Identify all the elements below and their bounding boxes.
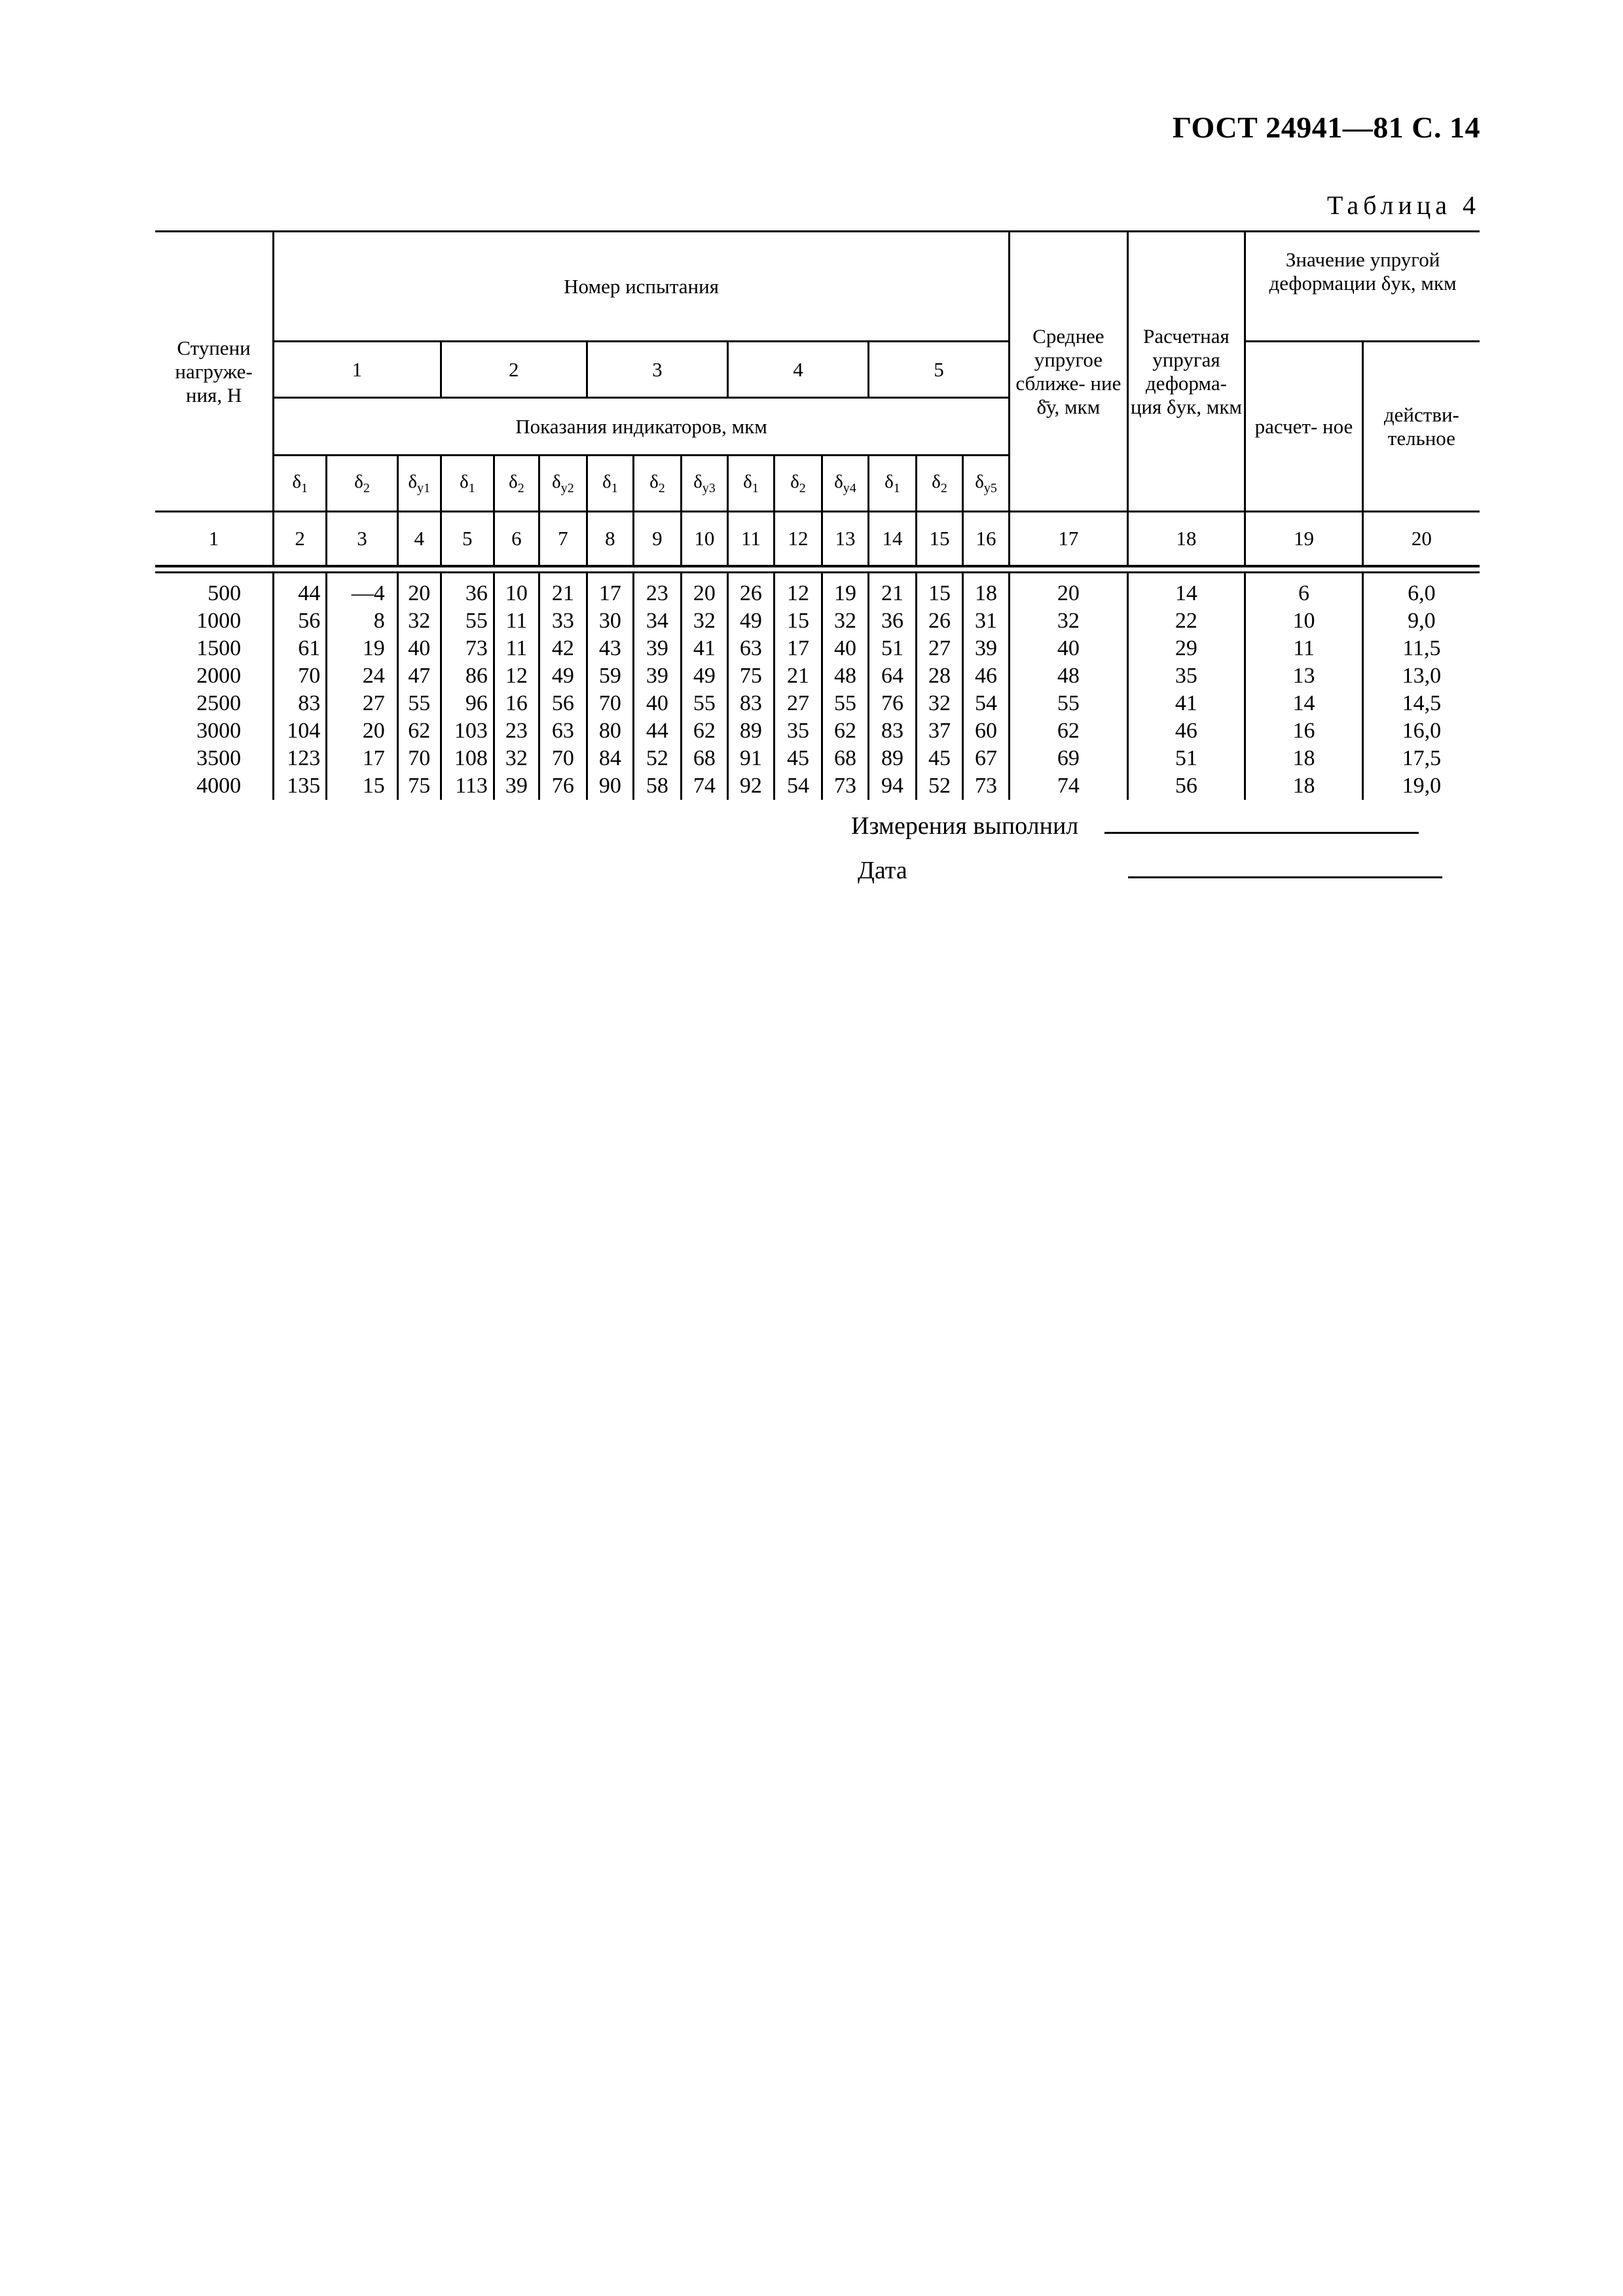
table-cell: 29 [1127, 635, 1245, 662]
column-number: 2 [274, 512, 327, 567]
indicator-symbol: $\delta_2$ [327, 456, 398, 512]
table-row [155, 690, 1480, 717]
indicator-symbol: $\delta_{у5}$ [962, 456, 1009, 512]
table-cell: 58 [633, 772, 681, 800]
column-number-row [155, 512, 1480, 567]
table-cell: 34 [633, 607, 681, 635]
table-cell: 15 [774, 607, 822, 635]
column-number: 3 [327, 512, 398, 567]
table-cell: 94 [868, 772, 916, 800]
table-cell: 22 [1127, 607, 1245, 635]
table-cell: 14,5 [1362, 690, 1480, 717]
column-number: 18 [1127, 512, 1245, 567]
table-cell: 56 [539, 690, 587, 717]
table-cell: 33 [539, 607, 587, 635]
column-number: 19 [1245, 512, 1363, 567]
table-cell: 84 [587, 745, 633, 772]
table-cell: 42 [539, 635, 587, 662]
table-cell: 32 [681, 607, 727, 635]
indicator-symbol: $\delta_2$ [774, 456, 822, 512]
table-row [155, 745, 1480, 772]
table-cell: 17 [774, 635, 822, 662]
table-cell: 32 [494, 745, 539, 772]
header-test-number: Номер испытания [274, 232, 1010, 342]
table-cell: 54 [962, 690, 1009, 717]
column-number: 1 [155, 512, 274, 567]
spacer-row [155, 573, 1480, 581]
table-cell: 6,0 [1362, 580, 1480, 607]
column-number: 4 [397, 512, 441, 567]
header-calc-deformation: Расчетная упругая деформа- ция δук, мкм [1127, 232, 1245, 512]
table-cell: 56 [1127, 772, 1245, 800]
test-1-label: 1 [274, 342, 441, 398]
table-cell: 20 [397, 580, 441, 607]
table-cell: 47 [397, 662, 441, 690]
table-cell: 40 [1010, 635, 1128, 662]
table-cell: 54 [774, 772, 822, 800]
table-cell: 15 [327, 772, 398, 800]
table-cell: 63 [539, 717, 587, 745]
date-label: Дата [858, 857, 907, 884]
performed-by-label: Измерения выполнил [851, 812, 1079, 840]
table-cell: 49 [539, 662, 587, 690]
table-cell: 32 [397, 607, 441, 635]
table-cell: 12 [774, 580, 822, 607]
column-number: 8 [587, 512, 633, 567]
column-number: 17 [1010, 512, 1128, 567]
table-cell: 8 [327, 607, 398, 635]
indicator-symbol: $\delta_1$ [274, 456, 327, 512]
table-cell: 37 [916, 717, 962, 745]
column-number: 12 [774, 512, 822, 567]
table-cell: 35 [1127, 662, 1245, 690]
table-cell: 23 [494, 717, 539, 745]
table-cell: 11 [494, 635, 539, 662]
table-cell: 89 [868, 745, 916, 772]
table-cell: 123 [274, 745, 327, 772]
table-cell: 70 [587, 690, 633, 717]
table-cell: 55 [822, 690, 868, 717]
table-cell: 13,0 [1362, 662, 1480, 690]
table-cell: 40 [633, 690, 681, 717]
column-number: 5 [441, 512, 494, 567]
column-number: 6 [494, 512, 539, 567]
table-cell: 55 [441, 607, 494, 635]
table-cell: 60 [962, 717, 1009, 745]
table-cell: 6 [1245, 580, 1363, 607]
table-cell: 32 [1010, 607, 1128, 635]
table-cell: 51 [868, 635, 916, 662]
column-number: 10 [681, 512, 727, 567]
table-cell: 51 [1127, 745, 1245, 772]
table-row [155, 717, 1480, 745]
table-cell: 62 [397, 717, 441, 745]
table-cell: 10 [494, 580, 539, 607]
table-body [155, 573, 1480, 800]
table-cell: 89 [727, 717, 774, 745]
table-cell: 14 [1245, 690, 1363, 717]
table-cell: 90 [587, 772, 633, 800]
table-cell: 27 [774, 690, 822, 717]
table-cell: 62 [681, 717, 727, 745]
indicator-symbol: $\delta_{у2}$ [539, 456, 587, 512]
table-row [155, 772, 1480, 800]
table-cell: 49 [727, 607, 774, 635]
table-cell: 74 [1010, 772, 1128, 800]
test-4-label: 4 [727, 342, 868, 398]
table-cell: 75 [727, 662, 774, 690]
table-cell: —4 [327, 580, 398, 607]
table-cell: 19 [822, 580, 868, 607]
table-cell: 45 [774, 745, 822, 772]
table-cell: 73 [441, 635, 494, 662]
table-cell: 41 [681, 635, 727, 662]
table-cell: 39 [633, 635, 681, 662]
table-cell: 14 [1127, 580, 1245, 607]
indicator-symbol: $\delta_{у3}$ [681, 456, 727, 512]
table-cell: 500 [208, 581, 242, 605]
table-cell: 91 [727, 745, 774, 772]
table-cell: 39 [962, 635, 1009, 662]
table-cell: 135 [274, 772, 327, 800]
table-cell: 3500 [196, 746, 242, 770]
header-mean: Среднее упругое сближе- ние δ̄у, мкм [1010, 232, 1128, 512]
indicator-symbol: $\delta_2$ [916, 456, 962, 512]
table-cell: 68 [681, 745, 727, 772]
table-cell: 17,5 [1362, 745, 1480, 772]
table-cell: 52 [633, 745, 681, 772]
indicator-symbol: $\delta_1$ [727, 456, 774, 512]
table-cell: 76 [539, 772, 587, 800]
table-cell: 45 [916, 745, 962, 772]
table-cell: 70 [539, 745, 587, 772]
table-cell: 31 [962, 607, 1009, 635]
table-cell: 62 [822, 717, 868, 745]
column-number: 16 [962, 512, 1009, 567]
indicator-symbol: $\delta_1$ [587, 456, 633, 512]
table-cell: 27 [327, 690, 398, 717]
table-cell: 76 [868, 690, 916, 717]
table-cell: 67 [962, 745, 1009, 772]
test-3-label: 3 [587, 342, 727, 398]
table-row [155, 662, 1480, 690]
table-cell: 73 [822, 772, 868, 800]
table-cell: 11,5 [1362, 635, 1480, 662]
column-number: 7 [539, 512, 587, 567]
table-cell: 2000 [196, 664, 242, 688]
data-table [155, 230, 1480, 800]
table-cell: 46 [1127, 717, 1245, 745]
table-cell: 32 [822, 607, 868, 635]
table-cell: 20 [681, 580, 727, 607]
indicator-symbol: $\delta_{у1}$ [397, 456, 441, 512]
page-header: ГОСТ 24941—81 С. 14 [1172, 111, 1480, 144]
header-stage: Ступени нагруже- ния, Н [155, 232, 274, 512]
table-row [155, 580, 1480, 607]
table-cell: 44 [274, 580, 327, 607]
table-cell: 44 [633, 717, 681, 745]
table-cell: 3000 [196, 719, 242, 743]
table-cell: 18 [962, 580, 1009, 607]
table-cell: 61 [274, 635, 327, 662]
table-cell: 30 [587, 607, 633, 635]
table-cell: 21 [539, 580, 587, 607]
table-cell: 70 [274, 662, 327, 690]
table-header [155, 232, 1480, 573]
table-cell: 46 [962, 662, 1009, 690]
table-cell: 92 [727, 772, 774, 800]
table-cell: 56 [274, 607, 327, 635]
table-cell: 21 [868, 580, 916, 607]
table-cell: 18 [1245, 772, 1363, 800]
table-cell: 40 [822, 635, 868, 662]
table-cell: 32 [916, 690, 962, 717]
table-cell: 12 [494, 662, 539, 690]
table-cell: 16,0 [1362, 717, 1480, 745]
table-cell: 16 [1245, 717, 1363, 745]
table-cell: 26 [916, 607, 962, 635]
column-number: 20 [1362, 512, 1480, 567]
header-indicators: Показания индикаторов, мкм [274, 398, 1010, 456]
table-cell: 49 [681, 662, 727, 690]
test-2-label: 2 [441, 342, 587, 398]
table-cell: 19,0 [1362, 772, 1480, 800]
column-number: 9 [633, 512, 681, 567]
indicator-symbol: $\delta_2$ [494, 456, 539, 512]
double-rule [155, 566, 1480, 573]
table-cell: 18 [1245, 745, 1363, 772]
table-cell: 48 [1010, 662, 1128, 690]
table-cell: 36 [868, 607, 916, 635]
table-cell: 9,0 [1362, 607, 1480, 635]
table-cell: 75 [397, 772, 441, 800]
table-cell: 83 [727, 690, 774, 717]
table-cell: 21 [774, 662, 822, 690]
table-cell: 39 [494, 772, 539, 800]
table-cell: 64 [868, 662, 916, 690]
table-cell: 63 [727, 635, 774, 662]
table-cell: 103 [441, 717, 494, 745]
table-cell: 11 [1245, 635, 1363, 662]
table-cell: 40 [397, 635, 441, 662]
table-cell: 16 [494, 690, 539, 717]
table-cell: 13 [1245, 662, 1363, 690]
table-cell: 39 [633, 662, 681, 690]
indicator-symbol: $\delta_1$ [868, 456, 916, 512]
column-number: 13 [822, 512, 868, 567]
header-value-group: Значение упругой деформации δук, мкм [1245, 232, 1480, 342]
test-5-label: 5 [868, 342, 1009, 398]
indicator-symbol: $\delta_2$ [633, 456, 681, 512]
table-cell: 104 [274, 717, 327, 745]
date-line [1128, 876, 1442, 878]
table-cell: 48 [822, 662, 868, 690]
column-number: 14 [868, 512, 916, 567]
table-cell: 62 [1010, 717, 1128, 745]
column-number: 15 [916, 512, 962, 567]
table-cell: 43 [587, 635, 633, 662]
table-caption: Таблица 4 [1326, 190, 1480, 220]
table-cell: 55 [1010, 690, 1128, 717]
table-cell: 20 [1010, 580, 1128, 607]
table-cell: 2500 [196, 691, 242, 715]
table-cell: 1000 [196, 609, 242, 633]
table-cell: 27 [916, 635, 962, 662]
table-cell: 23 [633, 580, 681, 607]
table-cell: 73 [962, 772, 1009, 800]
table-cell: 17 [327, 745, 398, 772]
table-cell: 36 [441, 580, 494, 607]
table-cell: 19 [327, 635, 398, 662]
table-cell: 74 [681, 772, 727, 800]
table-cell: 70 [397, 745, 441, 772]
table-cell: 68 [822, 745, 868, 772]
table-cell: 35 [774, 717, 822, 745]
table-cell: 26 [727, 580, 774, 607]
table-cell: 83 [868, 717, 916, 745]
table-cell: 59 [587, 662, 633, 690]
table-cell: 96 [441, 690, 494, 717]
header-calc: расчет- ное [1245, 342, 1363, 512]
table-cell: 55 [397, 690, 441, 717]
table-cell: 17 [587, 580, 633, 607]
table-cell: 4000 [196, 774, 242, 798]
table-cell: 28 [916, 662, 962, 690]
table-cell: 83 [274, 690, 327, 717]
table-cell: 15 [916, 580, 962, 607]
table-cell: 24 [327, 662, 398, 690]
indicator-symbol: $\delta_1$ [441, 456, 494, 512]
table-cell: 20 [327, 717, 398, 745]
table-cell: 10 [1245, 607, 1363, 635]
table-cell: 41 [1127, 690, 1245, 717]
table-cell: 86 [441, 662, 494, 690]
table-cell: 80 [587, 717, 633, 745]
table-cell: 11 [494, 607, 539, 635]
table-cell: 69 [1010, 745, 1128, 772]
table-cell: 55 [681, 690, 727, 717]
table-cell: 113 [441, 772, 494, 800]
table-row [155, 635, 1480, 662]
table-row [155, 607, 1480, 635]
column-number: 11 [727, 512, 774, 567]
header-actual: действи- тельное [1362, 342, 1480, 512]
performed-by-line [1104, 832, 1419, 834]
table-cell: 108 [441, 745, 494, 772]
table-cell: 52 [916, 772, 962, 800]
indicator-symbol: $\delta_{у4}$ [822, 456, 868, 512]
table-cell: 1500 [196, 636, 242, 660]
